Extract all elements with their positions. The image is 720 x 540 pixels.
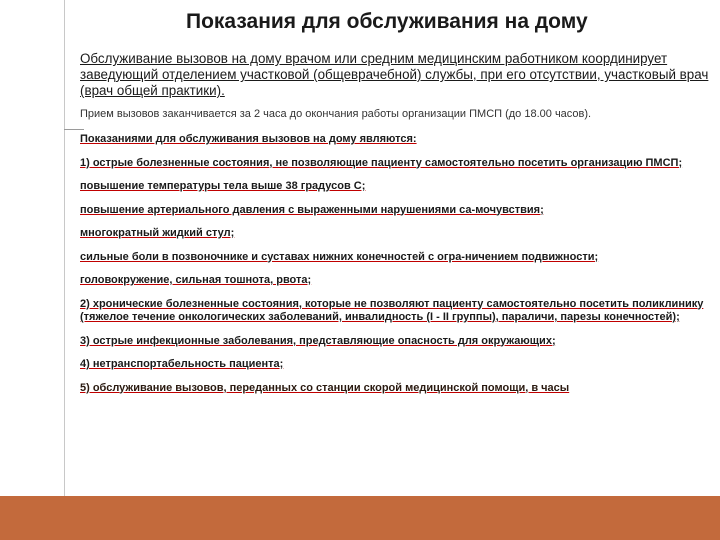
indication-item: повышение температуры тела выше 38 градусов С; bbox=[80, 180, 366, 192]
indication-item: сильные боли в позвоночнике и суставах нижних конечностей с огра-ничением подвижности; bbox=[80, 250, 599, 263]
indication-item: 2) хронические болезненные состояния, которые не позволяют пациенту самостоятельно посетить поликлинику (тяжелое течение онкологических заболеваний, инвалидность (I - II группы), параличи, парезы конечностей); bbox=[80, 297, 704, 323]
indication-item: 4) нетранспортабельность пациента; bbox=[80, 358, 284, 370]
left-margin-rule bbox=[64, 0, 65, 540]
indication-item: многократный жидкий стул; bbox=[80, 227, 235, 239]
indications-header: Показаниями для обслуживания вызовов на дому являются: bbox=[80, 133, 417, 145]
indication-item: повышение артериального давления с выраженными нарушениями са-мочувствия; bbox=[80, 203, 544, 216]
indication-item: 3) острые инфекционные заболевания, представляющие опасность для окружающих; bbox=[80, 334, 556, 347]
indication-item: 1) острые болезненные состояния, не позволяющие пациенту самостоятельно посетить организацию ПМСП; bbox=[80, 156, 683, 169]
call-hours-note: Прием вызовов заканчивается за 2 часа до окончания работы организации ПМСП (до 18.00 часов). bbox=[80, 108, 592, 120]
indication-item: головокружение, сильная тошнота, рвота; bbox=[80, 274, 312, 286]
indication-item: 5) обслуживание вызовов, переданных со станции скорой медицинской помощи, в часы bbox=[80, 381, 570, 394]
content-body bbox=[80, 51, 712, 395]
intro-paragraph: Обслуживание вызовов на дому врачом или средним медицинским работником координирует заведующий отделением участковой (общеврачебной) службы, при его отсутствии, участковый врач (врач общей практики). bbox=[80, 51, 709, 98]
page-title: Показания для обслуживания на дому bbox=[186, 10, 588, 33]
footer-band bbox=[0, 496, 720, 540]
